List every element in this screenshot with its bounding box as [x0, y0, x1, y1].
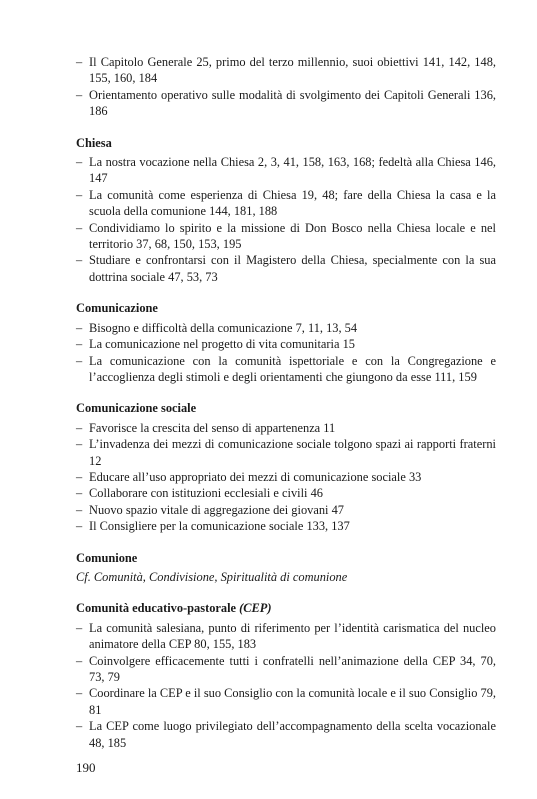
section-heading: Comunicazione sociale — [76, 401, 197, 416]
list-item: – Favorisce la crescita del senso di appartenenza 11 — [76, 420, 496, 436]
list-item: – La comunicazione nel progetto di vita comunitaria 15 — [76, 336, 496, 352]
entry-list — [76, 620, 496, 751]
list-item: – La CEP come luogo privilegiato dell’accompagnamento della scelta vocazionale 48, 185 — [76, 718, 496, 751]
list-item: – Orientamento operativo sulle modalità di svolgimento dei Capitoli Generali 136, 186 — [76, 87, 496, 120]
list-item: – Coordinare la CEP e il suo Consiglio con la comunità locale e il suo Consiglio 79, 81 — [76, 685, 496, 718]
list-item: – Educare all’uso appropriato dei mezzi di comunicazione sociale 33 — [76, 469, 496, 485]
section-heading: Comunità educativo-pastorale — [76, 601, 237, 616]
entry-list — [76, 320, 496, 386]
entry-list — [76, 154, 496, 285]
list-item: – Collaborare con istituzioni ecclesiali e civili 46 — [76, 485, 496, 501]
index-page — [76, 54, 496, 766]
section-heading: Chiesa — [76, 135, 112, 150]
section-comunicazione — [76, 300, 496, 385]
list-item: – Condividiamo lo spirito e la missione di Don Bosco nella Chiesa locale e nel territorio 37, 68, 150, 153, 195 — [76, 220, 496, 253]
list-item: – Coinvolgere efficacemente tutti i confratelli nell’animazione della CEP 34, 70, 73, 79 — [76, 653, 496, 686]
section-heading: Comunione — [76, 550, 138, 565]
list-item: – Il Capitolo Generale 25, primo del terzo millennio, suoi obiettivi 141, 142, 148, 155, 160, 184 — [76, 54, 496, 87]
section-chiesa — [76, 135, 496, 286]
cross-reference-label: Cf. — [76, 569, 91, 584]
section-heading: Comunicazione — [76, 301, 158, 316]
list-item: – La nostra vocazione nella Chiesa 2, 3, 41, 158, 163, 168; fedeltà alla Chiesa 146, 147 — [76, 154, 496, 187]
section-capitolo-generale-continued — [76, 54, 496, 120]
section-comunione — [76, 550, 496, 586]
list-item: – Il Consigliere per la comunicazione sociale 133, 137 — [76, 518, 496, 534]
section-comunita-educativo-pastorale — [76, 600, 496, 751]
list-item: – Studiare e confrontarsi con il Magistero della Chiesa, specialmente con la sua dottrina sociale 47, 53, 73 — [76, 252, 496, 285]
list-item: – La comunicazione con la comunità ispettoriale e con la Congregazione e l’accoglienza degli stimoli e degli orientamenti che giungono da esse 111, 159 — [76, 353, 496, 386]
entry-list — [76, 420, 496, 535]
entry-list — [76, 54, 496, 120]
cross-reference-text: Comunità, Condivisione, Spiritualità di comunione — [93, 569, 348, 584]
section-comunicazione-sociale — [76, 400, 496, 534]
section-heading-abbreviation: (CEP) — [239, 601, 272, 616]
list-item: – La comunità come esperienza di Chiesa 19, 48; fare della Chiesa la casa e la scuola della comunione 144, 181, 188 — [76, 187, 496, 220]
list-item: – La comunità salesiana, punto di riferimento per l’identità carismatica del nucleo animatore della CEP 80, 155, 183 — [76, 620, 496, 653]
list-item: – Bisogno e difficoltà della comunicazione 7, 11, 13, 54 — [76, 320, 496, 336]
cross-reference — [76, 569, 496, 585]
list-item: – L’invadenza dei mezzi di comunicazione sociale tolgono spazi ai rapporti fraterni 12 — [76, 436, 496, 469]
page-number: 190 — [76, 760, 96, 775]
list-item: – Nuovo spazio vitale di aggregazione dei giovani 47 — [76, 502, 496, 518]
section-heading-wrapper — [76, 600, 496, 616]
